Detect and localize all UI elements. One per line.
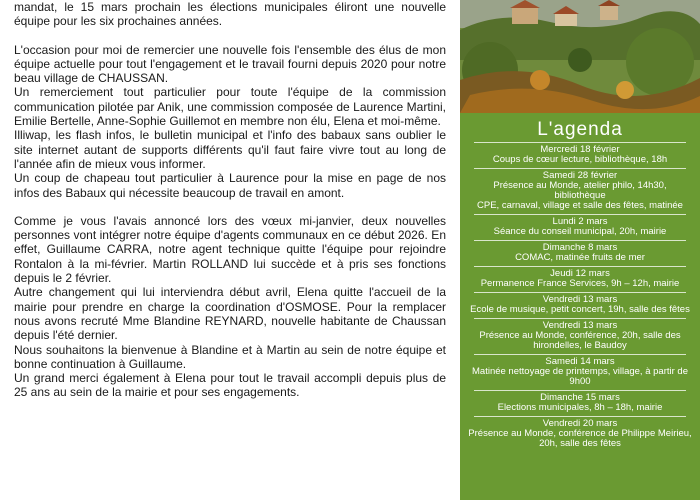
agenda-separator [474, 214, 686, 215]
paragraph: Illiwap, les flash infos, le bulletin municipal et l'info des babaux sans oublier le site internet autant de supports différents qu'il faut faire vivre tout au long de l'année afin de mieux vous informer. [14, 128, 446, 171]
agenda-event-date: Jeudi 12 mars [550, 268, 610, 279]
agenda-event-description: Séance du conseil municipal, 20h, mairie [493, 226, 667, 237]
village-photo [460, 0, 700, 113]
agenda-event-date: Vendredi 13 mars [542, 294, 618, 305]
agenda-event-date: Dimanche 15 mars [540, 392, 620, 403]
agenda-separator [474, 240, 686, 241]
agenda-separator [474, 142, 686, 143]
agenda-event-description: Présence au Monde, conférence, 20h, salle des hirondelles, le Baudoy [479, 330, 681, 351]
agenda-event-description: Présence au Monde, conférence de Philippe Meirieu, 20h, salle des fêtes [468, 428, 692, 449]
letter-body [14, 0, 446, 500]
agenda-event-date: Samedi 28 février [542, 170, 618, 181]
paragraph: Autre changement qui lui interviendra début avril, Elena quitte l'accueil de la mairie pour prendre en charge la coordination d'OSMOSE. Pour la remplacer nous avons recruté Mme Blandine REYNARD, nouvelle habitante de Chaussan depuis l'été dernier. [14, 285, 446, 343]
agenda-separator [474, 292, 686, 293]
agenda-title: L'agenda [537, 119, 623, 140]
agenda-panel [460, 113, 700, 500]
agenda-event-description: Coups de cœur lecture, bibliothèque, 18h [492, 154, 668, 165]
agenda-event-date: Dimanche 8 mars [542, 242, 618, 253]
agenda-separator [474, 168, 686, 169]
agenda-events [460, 142, 700, 449]
paragraph: Un coup de chapeau tout particulier à Laurence pour la mise en page de nos infos des Babaux qui nécessite beaucoup de travail en amont. [14, 171, 446, 200]
agenda-event-date: Vendredi 20 mars [542, 418, 618, 429]
agenda-separator [474, 416, 686, 417]
agenda-event [467, 171, 693, 211]
paragraph: Comme je vous l'avais annoncé lors des vœux mi-janvier, deux nouvelles personnes vont intégrer notre équipe d'agents communaux en ce début 2026. En effet, Guillaume CARRA, notre agent technique quitte l'équipe pour rejoindre Rontalon à la mi-février. Martin ROLLAND lui succède et à pris ses fonctions depuis le 2 février. [14, 213, 446, 286]
agenda-event-description: Permanence France Services, 9h – 12h, mairie [480, 278, 680, 289]
paragraph: Nous souhaitons la bienvenue à Blandine et à Martin au sein de notre équipe et bonne continuation à Guillaume. [14, 342, 446, 371]
agenda-event-description: Elections municipales, 8h – 18h, mairie [497, 402, 663, 413]
agenda-event-description: Ecole de musique, petit concert, 19h, salle des fêtes [470, 304, 690, 315]
agenda-event [467, 295, 693, 315]
agenda-event-description: Présence au Monde, atelier philo, 14h30, bibliothèque [493, 180, 667, 201]
agenda-event-date: Lundi 2 mars [552, 216, 608, 227]
agenda-event-description: CPE, carnaval, village et salle des fêtes, matinée [477, 200, 683, 211]
agenda-event-description: Matinée nettoyage de printemps, village, à partir de 9h00 [472, 366, 688, 387]
paragraph: L'occasion pour moi de remercier une nouvelle fois l'ensemble des élus de mon équipe actuelle pour tout l'engagement et le travail fourni depuis 2020 pour notre beau village de CHAUSSAN. [14, 42, 446, 86]
village-photo-illustration [460, 0, 700, 113]
paragraph: mandat, le 15 mars prochain les élections municipales éliront une nouvelle équipe pour les six prochaines années. [14, 0, 446, 29]
paragraph-gap [14, 29, 446, 43]
agenda-event [467, 393, 693, 413]
agenda-separator [474, 318, 686, 319]
agenda-event [467, 269, 693, 289]
paragraph: Un remerciement tout particulier pour toute l'équipe de la commission communication pilotée par Anik, une commission composée de Laurence Martini, Emilie Bertelle, Anne-Sophie Guillemot en membre non élu, Elena et moi-même. [14, 85, 446, 129]
agenda-event [467, 321, 693, 351]
agenda-event-date: Samedi 14 mars [545, 356, 615, 367]
agenda-separator [474, 390, 686, 391]
agenda-separator [474, 354, 686, 355]
agenda-event-date: Mercredi 18 février [540, 144, 620, 155]
agenda-separator [474, 266, 686, 267]
agenda-event [467, 217, 693, 237]
agenda-event [467, 145, 693, 165]
agenda-event-date: Vendredi 13 mars [542, 320, 618, 331]
agenda-event [467, 243, 693, 263]
agenda-event [467, 419, 693, 449]
paragraph-gap [14, 200, 446, 214]
agenda-event-description: COMAC, matinée fruits de mer [515, 252, 645, 263]
paragraph: Un grand merci également à Elena pour tout le travail accompli depuis plus de 25 ans au sein de la mairie et pour ses engagements. [14, 371, 446, 400]
agenda-event [467, 357, 693, 387]
